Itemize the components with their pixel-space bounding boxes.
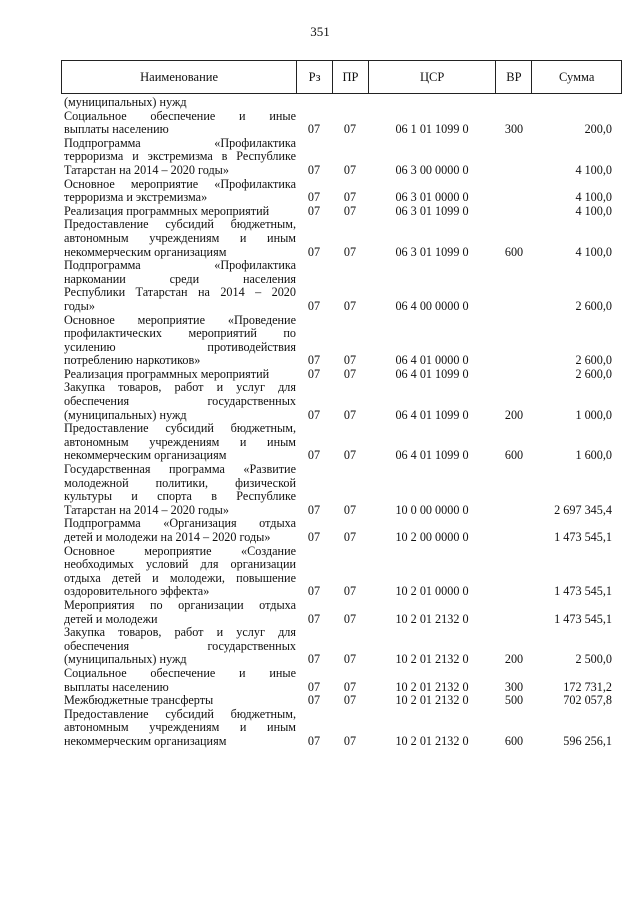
- row-rz: 07: [307, 733, 321, 748]
- row-name: [61, 259, 296, 313]
- row-vr: 200: [504, 407, 524, 422]
- row-name-line: Основное мероприятие «Профилактика: [64, 176, 296, 191]
- row-name: [61, 626, 296, 667]
- row-csr: 06 4 01 0000 0: [395, 353, 469, 368]
- row-name-line: некоммерческим организациям: [64, 448, 227, 463]
- row-vr: 600: [504, 448, 524, 463]
- table-row: [61, 218, 622, 259]
- table-row: [61, 205, 622, 219]
- row-name: [61, 96, 296, 110]
- row-vr: 200: [504, 652, 524, 667]
- row-name: [61, 708, 296, 749]
- row-rz: 07: [307, 584, 321, 599]
- header-rz: Рз: [296, 61, 332, 93]
- row-name-line: Основное мероприятие «Проведение: [64, 312, 296, 327]
- row-pr: 07: [343, 122, 357, 137]
- row-csr: 06 4 01 1099 0: [395, 366, 469, 381]
- row-name-line: Мероприятия по организации отдыха: [64, 597, 296, 612]
- row-name: [61, 205, 296, 219]
- table-body: [61, 96, 622, 749]
- page-number: 351: [310, 24, 330, 39]
- row-rz: 07: [307, 652, 321, 667]
- row-name-line: годы»: [64, 298, 95, 313]
- row-name: [61, 218, 296, 259]
- row-name-line: Закупка товаров, работ и услуг для: [64, 625, 296, 640]
- row-rz: 07: [307, 611, 321, 626]
- row-csr: 06 4 01 1099 0: [395, 448, 469, 463]
- row-rz: 07: [307, 190, 321, 205]
- row-sum: 200,0: [584, 122, 612, 137]
- row-name-line: Подпрограмма «Организация отдыха: [64, 516, 296, 531]
- table-row: [61, 110, 622, 137]
- row-sum: 2 500,0: [575, 652, 612, 667]
- row-name-line: Социальное обеспечение и иные: [64, 665, 296, 680]
- row-name-line: профилактических мероприятий по: [64, 326, 296, 341]
- row-rz: 07: [307, 298, 321, 313]
- row-vr: 500: [504, 693, 524, 708]
- table-row: [61, 463, 622, 517]
- row-vr: 300: [504, 679, 524, 694]
- row-name-line: Основное мероприятие «Создание: [64, 543, 296, 558]
- row-sum: 702 057,8: [563, 693, 612, 708]
- row-pr: 07: [343, 407, 357, 422]
- row-csr: 10 2 01 2132 0: [395, 652, 469, 667]
- row-pr: 07: [343, 652, 357, 667]
- row-name: [61, 368, 296, 382]
- row-csr: 06 4 00 0000 0: [395, 298, 469, 313]
- row-csr: 10 2 01 2132 0: [395, 679, 469, 694]
- row-name: [61, 545, 296, 599]
- table-row: [61, 667, 622, 694]
- row-vr: 600: [504, 733, 524, 748]
- row-vr: 300: [504, 122, 524, 137]
- row-pr: 07: [343, 733, 357, 748]
- header-name: Наименование: [140, 69, 219, 84]
- row-name: [61, 463, 296, 517]
- row-name-line: молодежной политики, физической: [64, 475, 296, 490]
- row-name-line: терроризма и экстремизма»: [64, 190, 208, 205]
- row-name: [61, 110, 296, 137]
- row-name-line: Межбюджетные трансферты: [64, 693, 214, 708]
- table-row: [61, 314, 622, 368]
- row-name: [61, 599, 296, 626]
- row-sum: 172 731,2: [563, 679, 612, 694]
- row-sum: 1 600,0: [575, 448, 612, 463]
- row-rz: 07: [307, 122, 321, 137]
- table-row: [61, 599, 622, 626]
- row-pr: 07: [343, 611, 357, 626]
- row-name-line: (муниципальных) нужд: [64, 95, 187, 109]
- row-sum: 2 600,0: [575, 298, 612, 313]
- row-sum: 596 256,1: [563, 733, 612, 748]
- row-rz: 07: [307, 353, 321, 368]
- row-pr: 07: [343, 366, 357, 381]
- row-pr: 07: [343, 584, 357, 599]
- row-name: [61, 178, 296, 205]
- table-row: [61, 422, 622, 463]
- row-csr: 10 0 00 0000 0: [395, 502, 469, 517]
- table-row: [61, 545, 622, 599]
- row-name-line: обеспечения государственных: [64, 394, 296, 409]
- row-name-line: оздоровительного эффекта»: [64, 584, 210, 599]
- row-name: [61, 381, 296, 422]
- header-sum: Сумма: [531, 61, 621, 93]
- row-name-line: Татарстан на 2014 – 2020 годы»: [64, 162, 229, 177]
- row-sum: 2 600,0: [575, 353, 612, 368]
- row-name-line: автономным учреждениям и иным: [64, 230, 296, 245]
- row-pr: 07: [343, 203, 357, 218]
- row-name-line: Татарстан на 2014 – 2020 годы»: [64, 502, 229, 517]
- row-name: [61, 422, 296, 463]
- row-csr: 10 2 01 2132 0: [395, 611, 469, 626]
- row-name-line: некоммерческим организациям: [64, 733, 227, 748]
- table-row: [61, 368, 622, 382]
- row-csr: 10 2 01 2132 0: [395, 733, 469, 748]
- row-name-line: обеспечения государственных: [64, 638, 296, 653]
- table-row: [61, 381, 622, 422]
- row-rz: 07: [307, 366, 321, 381]
- row-csr: 06 3 00 0000 0: [395, 162, 469, 177]
- row-name-line: усилению противодействия: [64, 339, 296, 354]
- row-name-line: выплаты населению: [64, 122, 169, 137]
- row-sum: 1 000,0: [575, 407, 612, 422]
- row-csr: 06 4 01 1099 0: [395, 407, 469, 422]
- row-csr: 06 1 01 1099 0: [395, 122, 469, 137]
- row-name-line: некоммерческим организациям: [64, 244, 227, 259]
- row-name-line: Подпрограмма «Профилактика: [64, 135, 296, 150]
- row-name-line: Государственная программа «Развитие: [64, 462, 296, 477]
- row-sum: 2 697 345,4: [554, 502, 612, 517]
- table-row: [61, 96, 622, 110]
- header-pr: ПР: [332, 61, 368, 93]
- row-rz: 07: [307, 448, 321, 463]
- row-pr: 07: [343, 502, 357, 517]
- row-csr: 06 3 01 0000 0: [395, 190, 469, 205]
- header-csr: ЦСР: [368, 61, 496, 93]
- row-rz: 07: [307, 162, 321, 177]
- row-name-line: детей и молодежи: [64, 611, 158, 626]
- row-name-line: выплаты населению: [64, 679, 169, 694]
- row-name-line: наркомании среди населения: [64, 271, 296, 286]
- row-name-line: Предоставление субсидий бюджетным,: [64, 706, 296, 721]
- row-pr: 07: [343, 190, 357, 205]
- row-name-line: автономным учреждениям и иным: [64, 434, 296, 449]
- row-csr: 10 2 01 0000 0: [395, 584, 469, 599]
- row-name: [61, 517, 296, 544]
- row-name-line: Реализация программных мероприятий: [64, 366, 270, 381]
- row-name-line: Предоставление субсидий бюджетным,: [64, 217, 296, 232]
- row-csr: 06 3 01 1099 0: [395, 244, 469, 259]
- header-vr: ВР: [495, 61, 531, 93]
- row-sum: 4 100,0: [575, 190, 612, 205]
- table-row: [61, 694, 622, 708]
- table-header: [61, 60, 622, 94]
- table-row: [61, 517, 622, 544]
- row-rz: 07: [307, 502, 321, 517]
- row-pr: 07: [343, 298, 357, 313]
- row-vr: 600: [504, 244, 524, 259]
- row-rz: 07: [307, 407, 321, 422]
- row-name-line: необходимых условий для организации: [64, 557, 296, 572]
- row-pr: 07: [343, 693, 357, 708]
- row-name-line: (муниципальных) нужд: [64, 652, 187, 667]
- row-sum: 2 600,0: [575, 366, 612, 381]
- row-name: [61, 314, 296, 368]
- row-name-line: отдыха детей и молодежи, повышение: [64, 570, 296, 585]
- row-rz: 07: [307, 203, 321, 218]
- row-name: [61, 667, 296, 694]
- row-csr: 06 3 01 1099 0: [395, 203, 469, 218]
- row-name-line: автономным учреждениям и иным: [64, 720, 296, 735]
- row-name-line: культуры и спорта в Республике: [64, 489, 296, 504]
- row-rz: 07: [307, 530, 321, 544]
- row-name-line: (муниципальных) нужд: [64, 407, 187, 422]
- table-row: [61, 259, 622, 313]
- table-row: [61, 708, 622, 749]
- row-sum: 1 473 545,1: [554, 584, 612, 599]
- row-name-line: детей и молодежи на 2014 – 2020 годы»: [64, 530, 271, 544]
- row-name-line: Реализация программных мероприятий: [64, 203, 270, 218]
- row-pr: 07: [343, 244, 357, 259]
- row-csr: 10 2 00 0000 0: [395, 530, 469, 544]
- row-sum: 1 473 545,1: [554, 611, 612, 626]
- row-rz: 07: [307, 244, 321, 259]
- row-csr: 10 2 01 2132 0: [395, 693, 469, 708]
- row-sum: 1 473 545,1: [554, 530, 612, 544]
- row-name-line: Республики Татарстан на 2014 – 2020: [64, 285, 296, 300]
- row-sum: 4 100,0: [575, 203, 612, 218]
- row-name-line: Предоставление субсидий бюджетным,: [64, 421, 296, 436]
- row-pr: 07: [343, 530, 357, 544]
- row-rz: 07: [307, 693, 321, 708]
- row-pr: 07: [343, 162, 357, 177]
- row-name: [61, 137, 296, 178]
- row-name-line: Социальное обеспечение и иные: [64, 108, 296, 123]
- row-pr: 07: [343, 353, 357, 368]
- row-name: [61, 694, 296, 708]
- table-row: [61, 137, 622, 178]
- row-sum: 4 100,0: [575, 162, 612, 177]
- row-pr: 07: [343, 448, 357, 463]
- row-name-line: Закупка товаров, работ и услуг для: [64, 380, 296, 395]
- row-sum: 4 100,0: [575, 244, 612, 259]
- row-name-line: терроризма и экстремизма в Республике: [64, 149, 296, 164]
- table-row: [61, 178, 622, 205]
- row-name-line: Подпрограмма «Профилактика: [64, 258, 296, 273]
- row-rz: 07: [307, 679, 321, 694]
- row-name-line: потреблению наркотиков»: [64, 353, 201, 368]
- row-pr: 07: [343, 679, 357, 694]
- table-row: [61, 626, 622, 667]
